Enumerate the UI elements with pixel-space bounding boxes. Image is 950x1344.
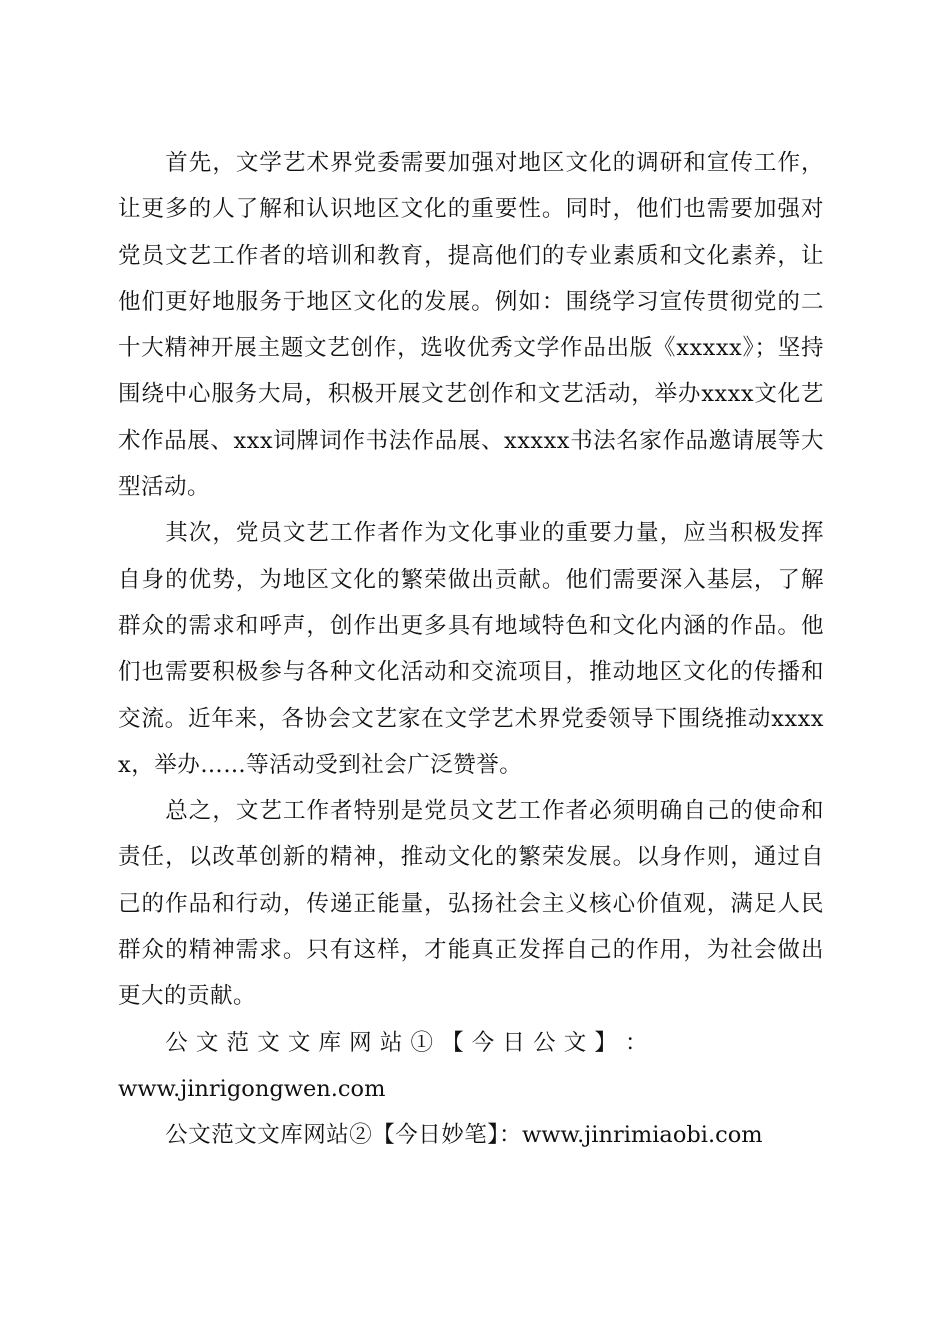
paragraph-1: 首先，文学艺术界党委需要加强对地区文化的调研和宣传工作，让更多的人了解和认识地区文化的重要性。同时，他们也需要加强对党员文艺工作者的培训和教育，提高他们的专业素质和文化素养，让他们更好地服务于地区文化的发展。例如：围绕学习宣传贯彻党的二十大精神开展主题文艺创作，选收优秀文学作品出版《xxxxx》；坚持围绕中心服务大局，积极开展文艺创作和文艺活动，举办xxxx文化艺术作品展、xxx词牌词作书法作品展、xxxxx书法名家作品邀请展等大型活动。 [118, 150, 824, 501]
site-link-2 [118, 1112, 824, 1158]
site-link-1-url[interactable]: www.jinrigongwen.com [118, 1075, 386, 1102]
site-link-2-label: 公文范文文库网站②【今日妙笔】： [165, 1122, 523, 1149]
site-link-1 [118, 1020, 824, 1113]
paragraph-3: 总之，文艺工作者特别是党员文艺工作者必须明确自己的使命和责任，以改革创新的精神，推动文化的繁荣发展。以身作则，通过自己的作品和行动，传递正能量，弘扬社会主义核心价值观，满足人民群众的精神需求。只有这样，才能真正发挥自己的作用，为社会做出更大的贡献。 [118, 798, 824, 1010]
site-link-2-url[interactable]: www.jinrimiaobi.com [522, 1122, 763, 1149]
document-body [118, 140, 824, 1159]
site-link-1-label: 公 文 范 文 文 库 网 站 ① 【 今 日 公 文 】 ： [165, 1029, 649, 1056]
paragraph-2: 其次，党员文艺工作者作为文化事业的重要力量，应当积极发挥自身的优势，为地区文化的繁荣做出贡献。他们需要深入基层，了解群众的需求和呼声，创作出更多具有地域特色和文化内涵的作品。他们也需要积极参与各种文化活动和交流项目，推动地区文化的传播和交流。近年来，各协会文艺家在文学艺术界党委领导下围绕推动xxxxx，举办……等活动受到社会广泛赞誉。 [118, 520, 824, 778]
